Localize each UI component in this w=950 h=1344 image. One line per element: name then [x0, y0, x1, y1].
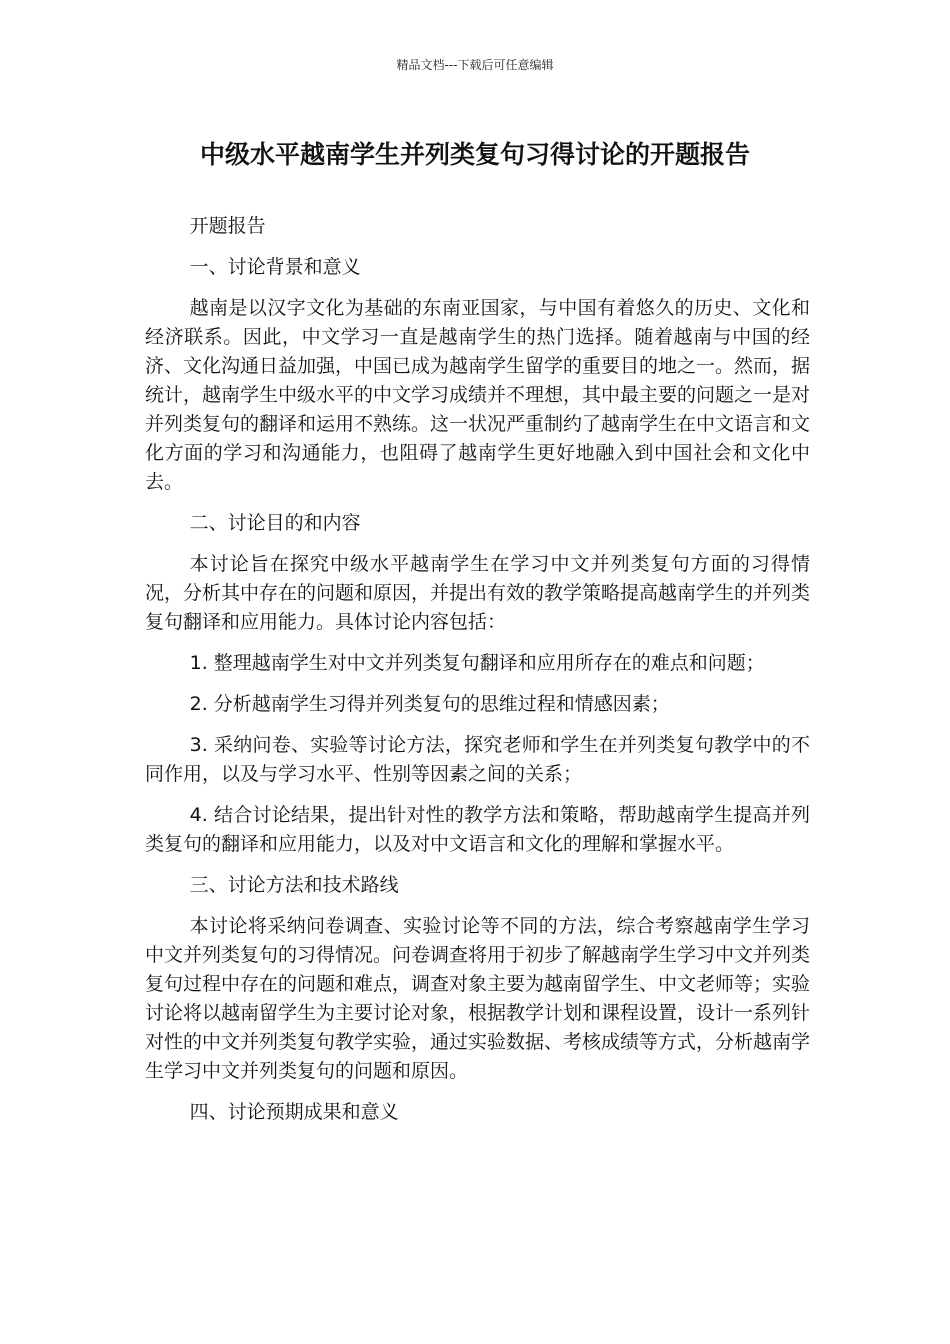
section-heading-3: 三、讨论方法和技术路线 — [189, 874, 399, 896]
paragraph-methods: 本讨论将采纳问卷调查、实验讨论等不同的方法，综合考察越南学生学习中文并列类复句的习得情况。问卷调查将用于初步了解越南学生学习中文并列类复句过程中存在的问题和难点，调查对象主要为越南留学生、中文老师等；实验讨论将以越南留学生为主要讨论对象，根据教学计划和课程设置，设计一系列针对性的中文并列类复句教学实验，通过实验数据、考核成绩等方式，分析越南学生学习中文并列类复句的问题和原因。 — [145, 915, 811, 1082]
section-label-report: 开题报告 — [189, 215, 266, 237]
section-heading-4: 四、讨论预期成果和意义 — [189, 1101, 399, 1123]
section-heading-2: 二、讨论目的和内容 — [189, 512, 361, 534]
list-item-2: 2. 分析越南学生习得并列类复句的思维过程和情感因素； — [189, 693, 670, 715]
list-item-1: 1. 整理越南学生对中文并列类复句翻译和应用所存在的难点和问题； — [189, 652, 765, 674]
document-body — [145, 212, 810, 1139]
list-item-4: 4. 结合讨论结果，提出针对性的教学方法和策略，帮助越南学生提高并列类复句的翻译和应用能力，以及对中文语言和文化的理解和掌握水平。 — [145, 804, 810, 855]
page-header-note: 精品文档---下载后可任意编辑 — [396, 58, 554, 72]
list-item-3: 3. 采纳问卷、实验等讨论方法，探究老师和学生在并列类复句教学中的不同作用，以及与学习水平、性别等因素之间的关系； — [145, 734, 810, 785]
document-title: 中级水平越南学生并列类复句习得讨论的开题报告 — [199, 140, 750, 169]
section-heading-1: 一、讨论背景和意义 — [189, 256, 361, 278]
paragraph-purpose: 本讨论旨在探究中级水平越南学生在学习中文并列类复句方面的习得情况，分析其中存在的问题和原因，并提出有效的教学策略提高越南学生的并列类复句翻译和应用能力。具体讨论内容包括： — [145, 553, 811, 633]
paragraph-background: 越南是以汉字文化为基础的东南亚国家，与中国有着悠久的历史、文化和经济联系。因此，中文学习一直是越南学生的热门选择。随着越南与中国的经济、文化沟通日益加强，中国已成为越南学生留学的重要目的地之一。然而，据统计，越南学生中级水平的中文学习成绩并不理想，其中最主要的问题之一是对并列类复句的翻译和运用不熟练。这一状况严重制约了越南学生在中文语言和文化方面的学习和沟通能力，也阻碍了越南学生更好地融入到中国社会和文化中去。 — [145, 297, 811, 493]
